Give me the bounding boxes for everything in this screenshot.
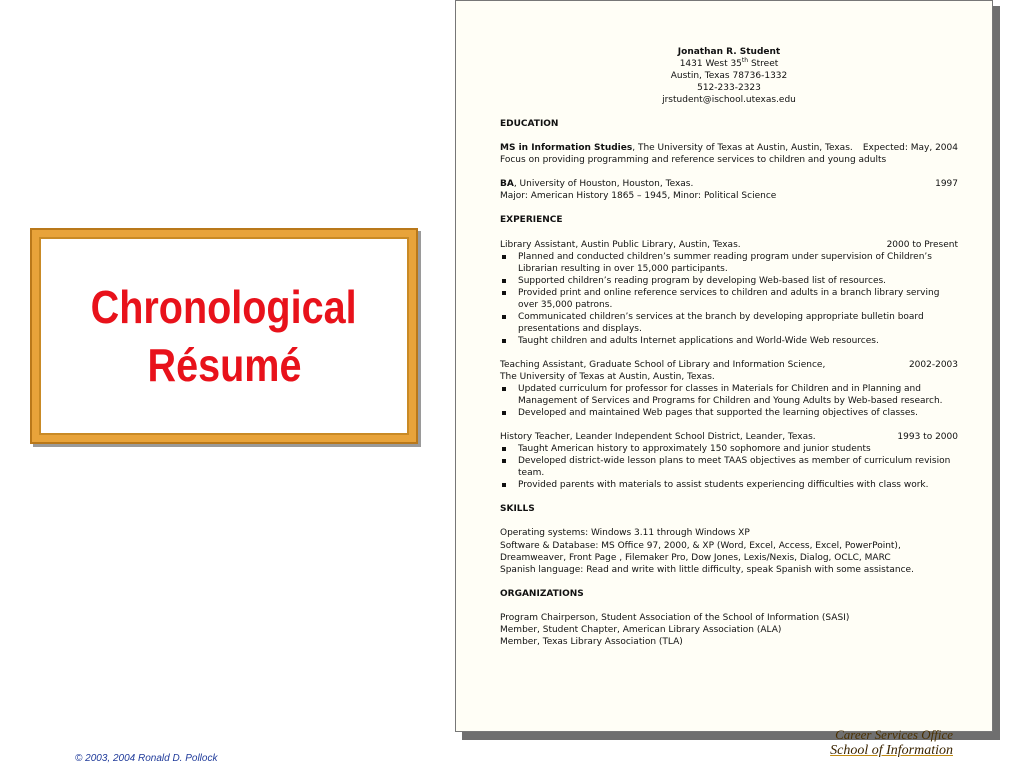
- address-post: Street: [748, 59, 779, 70]
- ms-date: Expected: May, 2004: [862, 143, 958, 154]
- job3-date: 1993 to 2000: [897, 432, 958, 443]
- job2-org: The University of Texas at Austin, Austin, Texas.: [500, 371, 715, 382]
- resume-address: [500, 58, 958, 70]
- career-services-line: Career Services Office: [835, 727, 953, 742]
- copyright-text: © 2003, 2004 Ronald D. Pollock: [75, 753, 218, 764]
- resume-content: [500, 46, 958, 648]
- address-sup: th: [741, 57, 749, 65]
- ms-focus: Focus on providing programming and reference services to children and young adults: [500, 155, 887, 166]
- slide-title-inner: [39, 237, 409, 435]
- job3-row: [500, 431, 958, 443]
- ba-date: 1997: [935, 179, 958, 190]
- resume-page: [455, 0, 993, 732]
- bullet-item: Supported children’s reading program by developing Web-based list of resources.: [500, 275, 958, 287]
- bullet-item: Developed district-wide lesson plans to meet TAAS objectives as member of curriculum revision team.: [500, 455, 958, 479]
- skills-software-2: Dreamweaver, Front Page , Filemaker Pro, Dow Jones, Lexis/Nexis, Dialog, OCLC, MARC: [500, 552, 891, 563]
- job1-bullets: [500, 251, 958, 347]
- job2-bullets: [500, 383, 958, 419]
- education-heading: EDUCATION: [500, 119, 559, 130]
- ba-major: Major: American History 1865 – 1945, Minor: Political Science: [500, 191, 777, 202]
- job2-row: [500, 359, 958, 371]
- skills-heading: SKILLS: [500, 504, 535, 515]
- experience-heading: EXPERIENCE: [500, 215, 563, 226]
- ba-school: , University of Houston, Houston, Texas.: [513, 179, 694, 190]
- job2-date: 2002-2003: [908, 359, 958, 370]
- ms-degree: MS in Information Studies: [500, 143, 633, 154]
- slide-title-line-2: Résumé: [147, 339, 301, 391]
- career-services-logo: [808, 727, 953, 759]
- job2-title: Teaching Assistant, Graduate School of Library and Information Science,: [500, 359, 826, 370]
- ms-school: , The University of Texas at Austin, Austin, Texas.: [632, 143, 853, 154]
- job3-bullets: [500, 443, 958, 491]
- organizations-heading: ORGANIZATIONS: [500, 588, 584, 599]
- skills-software-1: Software & Database: MS Office 97, 2000, & XP (Word, Excel, Access, Excel, PowerPoint),: [500, 540, 901, 551]
- resume-phone: 512-233-2323: [697, 83, 761, 94]
- skills-spanish: Spanish language: Read and write with little difficulty, speak Spanish with some assistance.: [500, 564, 914, 575]
- ba-row: [500, 178, 958, 190]
- bullet-item: Communicated children’s services at the branch by developing appropriate bulletin board presentations and displays.: [500, 311, 958, 335]
- school-of-information-line: School of Information: [830, 743, 953, 758]
- resume-name: Jonathan R. Student: [677, 47, 781, 57]
- ms-row: [500, 142, 958, 154]
- bullet-item: Taught children and adults Internet applications and World-Wide Web resources.: [500, 335, 958, 347]
- bullet-item: Provided parents with materials to assist students experiencing difficulties with class work.: [500, 479, 958, 491]
- bullet-item: Taught American history to approximately 150 sophomore and junior students: [500, 443, 958, 455]
- address-pre: 1431 West 35: [679, 59, 742, 70]
- bullet-item: Planned and conducted children’s summer reading program under supervision of Children’s Librarian resulting in over 15,000 participants.: [500, 251, 958, 275]
- ba-degree: BA: [500, 179, 514, 190]
- resume-email: jrstudent@ischool.utexas.edu: [662, 95, 796, 106]
- job1-title: Library Assistant, Austin Public Library, Austin, Texas.: [500, 239, 741, 250]
- bullet-item: Developed and maintained Web pages that supported the learning objectives of classes.: [500, 407, 958, 419]
- organization-item: Member, Student Chapter, American Library Association (ALA): [500, 624, 782, 635]
- slide-title-line-1: Chronological: [91, 281, 357, 333]
- bullet-item: Provided print and online reference services to children and adults in a branch library serving over 35,000 patrons.: [500, 287, 958, 311]
- resume-city: Austin, Texas 78736-1332: [670, 71, 788, 82]
- organization-item: Program Chairperson, Student Association of the School of Information (SASI): [500, 612, 850, 623]
- slide-title-box: [30, 228, 418, 444]
- bullet-item: Updated curriculum for professor for classes in Materials for Children and in Planning and Management of Services and Programs for Children and Young Adults by Web-based research.: [500, 383, 958, 407]
- job1-date: 2000 to Present: [886, 239, 958, 250]
- job1-row: [500, 239, 958, 251]
- organization-item: Member, Texas Library Association (TLA): [500, 636, 683, 647]
- job3-title: History Teacher, Leander Independent School District, Leander, Texas.: [500, 432, 816, 443]
- skills-os: Operating systems: Windows 3.11 through Windows XP: [500, 528, 750, 539]
